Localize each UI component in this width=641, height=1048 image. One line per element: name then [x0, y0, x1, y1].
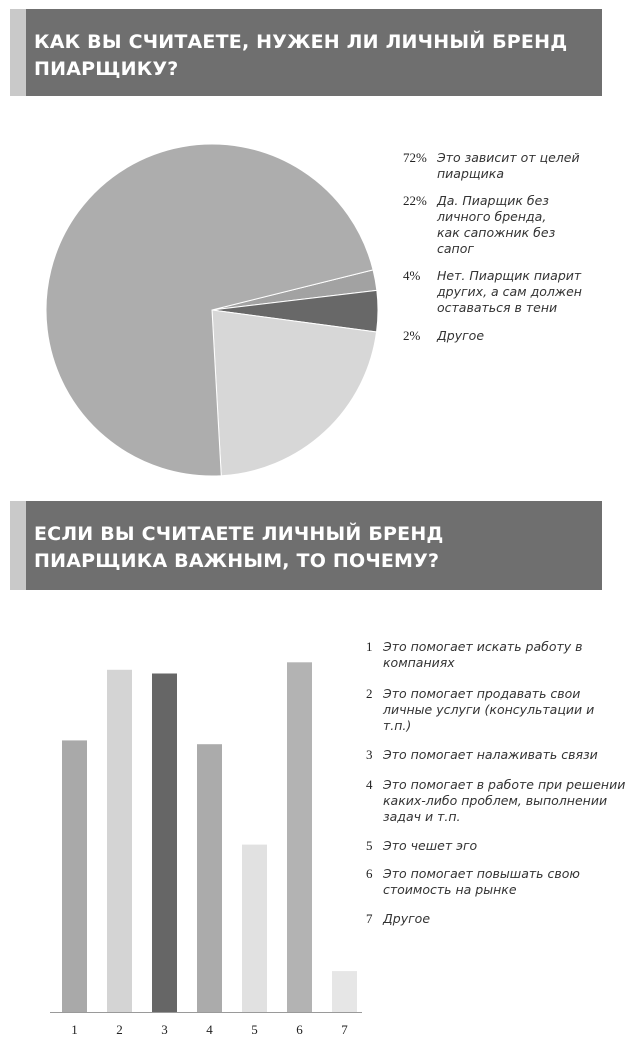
bar-chart-title: ЕСЛИ ВЫ СЧИТАЕТЕ ЛИЧНЫЙ БРЕНД ПИАРЩИКА ВАЖНЫМ, ТО ПОЧЕМУ? — [34, 523, 444, 572]
pie-chart-title: КАК ВЫ СЧИТАЕТЕ, НУЖЕН ЛИ ЛИЧНЫЙ БРЕНД ПИАРЩИКУ? — [34, 31, 568, 80]
legend-percent: 2% — [403, 328, 421, 343]
legend-percent: 72% — [403, 150, 427, 165]
x-tick-label: 7 — [341, 1022, 348, 1037]
bar-legend-item — [366, 777, 633, 825]
legend-percent: 4% — [403, 268, 421, 283]
legend-number: 4 — [366, 777, 373, 792]
bar-legend-item — [366, 747, 623, 763]
legend-number: 5 — [366, 838, 373, 853]
bar-legend-item — [366, 838, 623, 854]
bar-legend-item — [366, 866, 593, 898]
legend-label: Да. Пиарщик без личного бренда, как сапожник без сапог — [437, 193, 556, 256]
legend-number: 6 — [366, 866, 373, 881]
legend-label: Это помогает продавать свои личные услуги (консультации и т.п.) — [383, 686, 595, 733]
x-tick-label: 3 — [161, 1022, 168, 1037]
pie-legend-item — [403, 328, 597, 344]
pie-legend-item — [403, 150, 587, 182]
x-tick-label: 1 — [71, 1022, 78, 1037]
bar-5 — [242, 845, 267, 1012]
x-tick-label: 2 — [116, 1022, 123, 1037]
legend-label: Другое — [437, 328, 485, 343]
legend-label: Другое — [383, 911, 431, 926]
legend-label: Это помогает повышать свою стоимость на рынке — [383, 866, 580, 897]
bar-legend-item — [366, 639, 603, 671]
bar-1 — [62, 740, 87, 1012]
legend-number: 1 — [366, 639, 373, 654]
bar-chart — [50, 662, 362, 1037]
pie-legend-item — [403, 193, 567, 257]
legend-number: 3 — [366, 747, 373, 762]
x-tick-label: 4 — [206, 1022, 213, 1037]
legend-label: Это зависит от целей пиарщика — [437, 150, 580, 181]
bar-legend-item — [366, 686, 611, 734]
bar-6 — [287, 662, 312, 1012]
pie-legend-item — [403, 268, 607, 316]
legend-label: Это помогает налаживать связи — [383, 747, 598, 762]
legend-number: 2 — [366, 686, 373, 701]
bar-4 — [197, 744, 222, 1012]
bar-3 — [152, 674, 177, 1013]
legend-label: Это помогает в работе при решении каких-либо проблем, выполнении задач и т.п. — [383, 777, 626, 824]
legend-percent: 22% — [403, 193, 427, 208]
bar-legend-item — [366, 911, 623, 927]
pie-slice — [212, 310, 377, 476]
x-tick-label: 5 — [251, 1022, 258, 1037]
legend-label: Это помогает искать работу в компаниях — [383, 639, 583, 670]
bar-2 — [107, 670, 132, 1012]
legend-number: 7 — [366, 911, 373, 926]
legend-label: Это чешет эго — [383, 838, 478, 853]
pie-chart — [46, 144, 378, 476]
legend-label: Нет. Пиарщик пиарит других, а сам должен оставаться в тени — [437, 268, 582, 315]
bar-7 — [332, 971, 357, 1012]
x-tick-label: 6 — [296, 1022, 303, 1037]
